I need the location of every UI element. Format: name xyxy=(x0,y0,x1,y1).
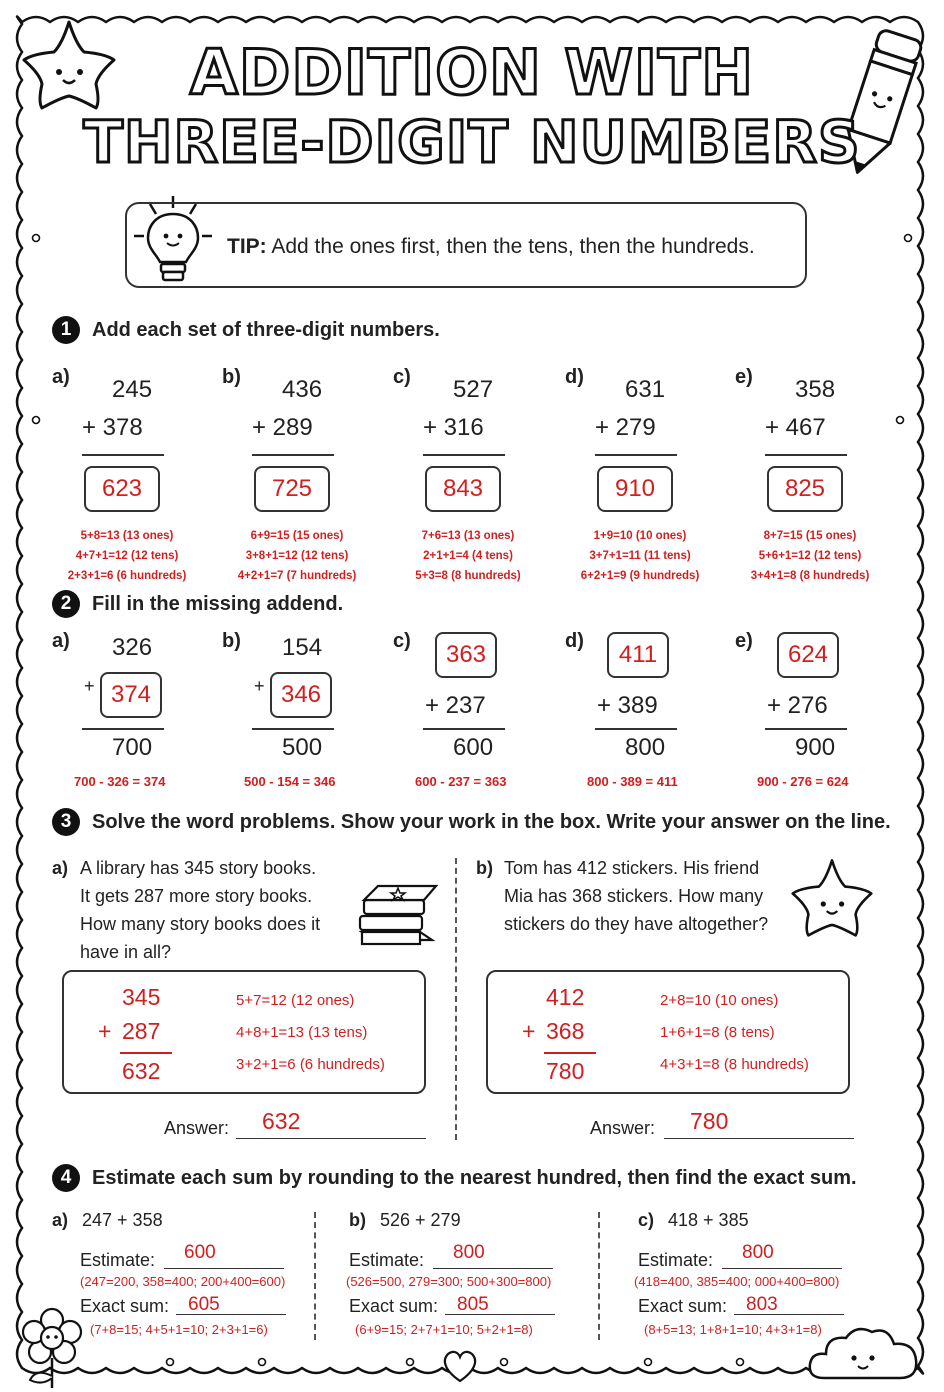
work-step: 5+7=12 (12 ones) xyxy=(236,992,355,1009)
estimate-line xyxy=(433,1268,553,1269)
dot-decoration xyxy=(259,1359,266,1366)
sum-rule xyxy=(595,728,677,730)
work-step: 4+8+1=13 (13 tens) xyxy=(236,1024,368,1041)
answer-value: 632 xyxy=(262,1108,301,1134)
addition-problem xyxy=(393,366,563,582)
missing-addend-problem xyxy=(52,630,222,790)
addend-bottom: + 279 xyxy=(595,414,656,441)
plus-sign: + xyxy=(84,676,95,696)
work-addend-top: 412 xyxy=(546,984,585,1010)
exact-value: 803 xyxy=(746,1294,778,1315)
addend-bottom: + 378 xyxy=(82,414,143,441)
work-addend-bottom: 287 xyxy=(122,1018,161,1044)
section-title: Add each set of three-digit numbers. xyxy=(92,318,440,341)
check-equation: 700 - 326 = 374 xyxy=(74,774,166,789)
estimate-work: (247=200, 358=400; 200+400=600) xyxy=(80,1274,286,1289)
heart-icon xyxy=(440,1348,480,1384)
dot-decoration xyxy=(905,235,912,242)
work-step: 2+3+1=6 (6 hundreds) xyxy=(67,570,187,582)
missing-addend-problem xyxy=(735,630,905,790)
estimate-work: (418=400, 385=400; 000+400=800) xyxy=(634,1274,840,1289)
problem-label: e) xyxy=(735,630,753,652)
problem-label: b) xyxy=(222,630,241,652)
addition-problem xyxy=(52,366,222,582)
missing-addend-box: 411 xyxy=(607,632,669,678)
sum-value: 600 xyxy=(453,734,494,761)
dot-decoration xyxy=(501,1359,508,1366)
work-step: 3+8+1=12 (12 tens) xyxy=(245,550,349,562)
problem-line: stickers do they have altogether? xyxy=(504,914,769,934)
known-addend: + 237 xyxy=(425,692,486,719)
work-step: 3+7+1=11 (11 tens) xyxy=(589,550,691,562)
exact-label: Exact sum: xyxy=(349,1296,439,1316)
answer-line xyxy=(236,1138,426,1139)
flower-icon xyxy=(14,1306,90,1390)
tip-text xyxy=(227,235,755,259)
estimate-work: (526=500, 279=300; 500+300=800) xyxy=(346,1274,552,1289)
work-sum: 632 xyxy=(122,1058,161,1084)
work-step: 4+2+1=7 (7 hundreds) xyxy=(237,570,357,582)
divider xyxy=(598,1212,600,1340)
tip-box xyxy=(125,202,807,288)
problem-label: a) xyxy=(52,858,69,878)
answer-value: 780 xyxy=(690,1108,729,1134)
sum-rule xyxy=(765,728,847,730)
problem-label: e) xyxy=(735,366,753,388)
dot-decoration xyxy=(407,1359,414,1366)
work-steps xyxy=(42,526,212,586)
estimate-label: Estimate: xyxy=(638,1250,714,1270)
missing-addend-problem xyxy=(393,630,563,790)
exact-value: 805 xyxy=(457,1294,489,1315)
star-icon xyxy=(784,852,880,942)
known-addend: + 389 xyxy=(597,692,658,719)
expression xyxy=(349,1210,461,1231)
addition-problem xyxy=(735,366,905,582)
expression-text: 247 + 358 xyxy=(82,1210,163,1230)
addend-bottom: + 289 xyxy=(252,414,313,441)
estimate-label: Estimate: xyxy=(80,1250,156,1270)
sum-rule xyxy=(82,728,164,730)
section-4-heading xyxy=(52,1164,857,1192)
section-title: Solve the word problems. Show your work in the box. Write your answer on the line. xyxy=(92,810,891,833)
problem-label: b) xyxy=(476,858,493,878)
work-box xyxy=(62,970,426,1094)
work-step: 5+3=8 (8 hundreds) xyxy=(415,570,521,582)
books-icon xyxy=(354,878,438,952)
dot-decoration xyxy=(645,1359,652,1366)
missing-addend-box: 624 xyxy=(777,632,839,678)
addend-bottom: + 467 xyxy=(765,414,826,441)
answer-box: 843 xyxy=(425,466,501,512)
expression xyxy=(638,1210,749,1231)
estimate-label: Estimate: xyxy=(349,1250,425,1270)
exact-value: 605 xyxy=(188,1294,220,1315)
check-equation: 600 - 237 = 363 xyxy=(415,774,507,789)
problem-line: Mia has 368 stickers. How many xyxy=(504,886,764,906)
addend-top: 631 xyxy=(625,376,666,403)
section-1-heading xyxy=(52,316,440,344)
problem-label: d) xyxy=(565,366,584,388)
check-equation: 500 - 154 = 346 xyxy=(244,774,336,789)
sum-rule xyxy=(423,454,505,456)
problem-line: A library has 345 story books. xyxy=(80,858,317,878)
work-rule xyxy=(544,1052,596,1054)
dot-decoration xyxy=(737,1359,744,1366)
tip-label: TIP: xyxy=(227,235,267,258)
estimate-line xyxy=(164,1268,284,1269)
dot-decoration xyxy=(33,235,40,242)
work-step: 1+6+1=8 (8 tens) xyxy=(660,1024,775,1041)
check-equation: 900 - 276 = 624 xyxy=(757,774,849,789)
sum-rule xyxy=(765,454,847,456)
plus-sign: + xyxy=(98,1018,112,1044)
work-step: 3+4+1=8 (8 hundreds) xyxy=(750,570,870,582)
addend-bottom: + 316 xyxy=(423,414,484,441)
divider xyxy=(455,858,457,1140)
addition-problem xyxy=(565,366,735,582)
problem-label: c) xyxy=(393,630,411,652)
problem-label: a) xyxy=(52,1210,69,1230)
work-step: 2+8=10 (10 ones) xyxy=(660,992,779,1009)
exact-work: (6+9=15; 2+7+1=10; 5+2+1=8) xyxy=(355,1322,533,1337)
work-step: 2+1+1=4 (4 tens) xyxy=(423,550,513,562)
sum-rule xyxy=(82,454,164,456)
answer-label: Answer: xyxy=(164,1118,230,1138)
missing-addend-problem xyxy=(565,630,735,790)
work-step: 4+7+1=12 (12 tens) xyxy=(75,550,179,562)
missing-addend-box: 374 xyxy=(100,672,162,718)
dot-decoration xyxy=(33,417,40,424)
answer-box: 623 xyxy=(84,466,160,512)
estimate-value: 800 xyxy=(742,1242,774,1263)
section-number: 2 xyxy=(52,590,80,618)
expression xyxy=(52,1210,163,1231)
missing-addend-problem xyxy=(222,630,392,790)
sum-value: 800 xyxy=(625,734,666,761)
missing-addend-box: 346 xyxy=(270,672,332,718)
sum-value: 700 xyxy=(112,734,153,761)
answer-box: 825 xyxy=(767,466,843,512)
addition-problem xyxy=(222,366,392,582)
sum-rule xyxy=(595,454,677,456)
dot-decoration xyxy=(167,1359,174,1366)
answer-label: Answer: xyxy=(590,1118,656,1138)
sum-value: 900 xyxy=(795,734,836,761)
work-step: 6+9=15 (15 ones) xyxy=(250,530,344,542)
tip-body: Add the ones first, then the tens, then the hundreds. xyxy=(271,235,755,258)
exact-work: (7+8=15; 4+5+1=10; 2+3+1=6) xyxy=(90,1322,268,1337)
sum-rule xyxy=(252,728,334,730)
work-step: 8+7=15 (15 ones) xyxy=(763,530,857,542)
problem-line: have in all? xyxy=(80,942,172,962)
section-2-heading xyxy=(52,590,343,618)
work-step: 5+6+1=12 (12 tens) xyxy=(758,550,862,562)
problem-label: b) xyxy=(222,366,241,388)
known-addend: 154 xyxy=(282,634,323,661)
page-title-line-1: ADDITION WITH xyxy=(189,36,755,109)
problem-label: c) xyxy=(638,1210,655,1230)
missing-addend-box: 363 xyxy=(435,632,497,678)
addend-top: 245 xyxy=(112,376,153,403)
problem-label: c) xyxy=(393,366,411,388)
work-step: 5+8=13 (13 ones) xyxy=(80,530,174,542)
work-step: 1+9=10 (10 ones) xyxy=(593,530,687,542)
work-steps xyxy=(383,526,553,586)
section-title: Estimate each sum by rounding to the nearest hundred, then find the exact sum. xyxy=(92,1166,857,1189)
work-step: 3+2+1=6 (6 hundreds) xyxy=(236,1056,385,1073)
sum-rule xyxy=(252,454,334,456)
cloud-icon xyxy=(806,1322,922,1384)
answer-line xyxy=(664,1138,854,1139)
answer-box: 910 xyxy=(597,466,673,512)
work-box xyxy=(486,970,850,1094)
work-addend-top: 345 xyxy=(122,984,161,1010)
addend-top: 436 xyxy=(282,376,323,403)
section-number: 1 xyxy=(52,316,80,344)
sum-value: 500 xyxy=(282,734,323,761)
work-addend-bottom: 368 xyxy=(546,1018,585,1044)
expression-text: 418 + 385 xyxy=(668,1210,749,1230)
work-step: 7+6=13 (13 ones) xyxy=(421,530,515,542)
problem-label: a) xyxy=(52,630,70,652)
page-title-line-2: THREE-DIGIT NUMBERS xyxy=(83,108,861,176)
estimate-value: 600 xyxy=(184,1242,216,1263)
plus-sign: + xyxy=(254,676,265,696)
work-rule xyxy=(120,1052,172,1054)
answer-box: 725 xyxy=(254,466,330,512)
work-steps xyxy=(555,526,725,586)
problem-label: b) xyxy=(349,1210,366,1230)
work-step: 6+2+1=9 (9 hundreds) xyxy=(580,570,700,582)
section-title: Fill in the missing addend. xyxy=(92,592,344,615)
problem-line: Tom has 412 stickers. His friend xyxy=(504,858,760,878)
work-sum: 780 xyxy=(546,1058,585,1084)
addend-top: 527 xyxy=(453,376,494,403)
exact-work: (8+5=13; 1+8+1=10; 4+3+1=8) xyxy=(644,1322,822,1337)
work-step: 4+3+1=8 (8 hundreds) xyxy=(660,1056,809,1073)
divider xyxy=(314,1212,316,1340)
sum-rule xyxy=(423,728,505,730)
problem-label: d) xyxy=(565,630,584,652)
problem-line: It gets 287 more story books. xyxy=(80,886,313,906)
exact-label: Exact sum: xyxy=(80,1296,170,1316)
section-3-heading xyxy=(52,808,891,836)
addend-top: 358 xyxy=(795,376,836,403)
known-addend: 326 xyxy=(112,634,153,661)
estimate-value: 800 xyxy=(453,1242,485,1263)
work-steps xyxy=(212,526,382,586)
known-addend: + 276 xyxy=(767,692,828,719)
work-steps xyxy=(725,526,895,586)
plus-sign: + xyxy=(522,1018,536,1044)
section-number: 3 xyxy=(52,808,80,836)
section-number: 4 xyxy=(52,1164,80,1192)
problem-label: a) xyxy=(52,366,70,388)
exact-label: Exact sum: xyxy=(638,1296,728,1316)
estimate-line xyxy=(722,1268,842,1269)
check-equation: 800 - 389 = 411 xyxy=(587,774,678,789)
expression-text: 526 + 279 xyxy=(380,1210,461,1230)
problem-line: How many story books does it xyxy=(80,914,321,934)
